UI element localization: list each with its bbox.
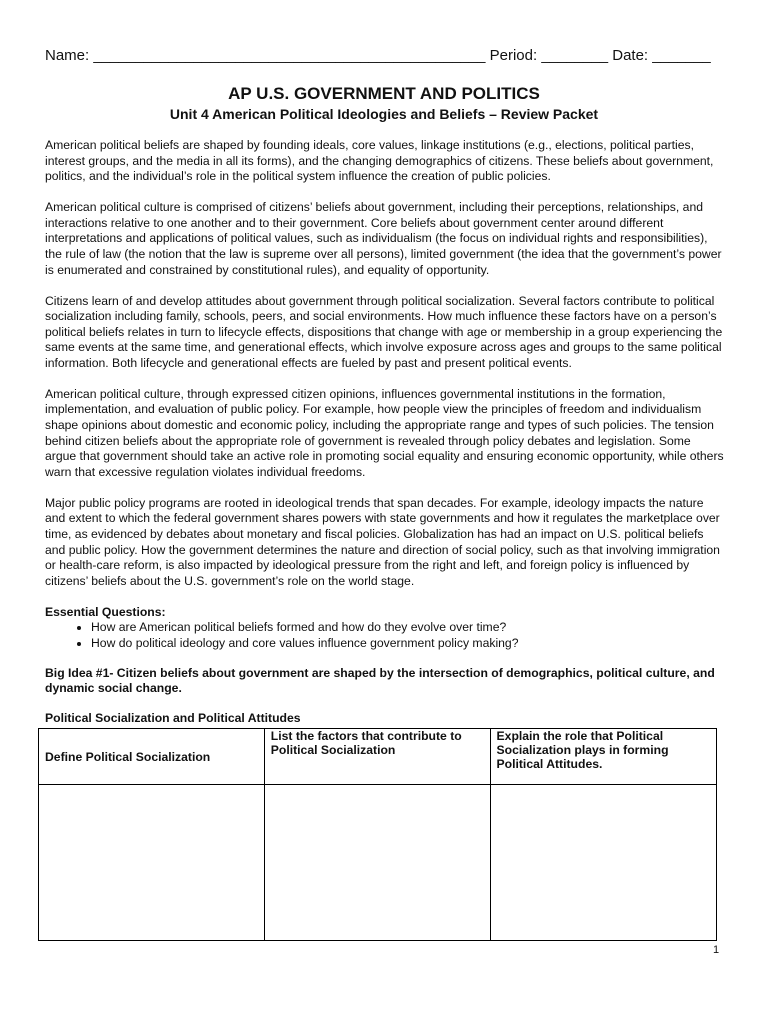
student-info-line — [45, 47, 725, 64]
name-blank[interactable]: _______________________________________________ — [93, 47, 486, 64]
paragraph: Citizens learn of and develop attitudes about government through political socialization. Several factors contribute to political socialization including family, schools, peers, and social environments. How much influence these factors have on a person’s political beliefs relates in turn to lifecycle effects, dispositions that change with age or membership in a group experiencing the same events at the same time, and generational effects, which involve exposure across ages and groups to the same political information. Both lifecycle and generational effects are fueled by past and present political events. — [45, 293, 723, 370]
paragraph: Major public policy programs are rooted in ideological trends that span decades. For example, ideology impacts the nature and extent to which the federal government shares powers with state governments and how it regulates the marketplace over time, as evidenced by debates about monetary and fiscal policies. Globalization has had an impact on U.S. political beliefs and public policy. How the government determines the nature and direction of social policy, such as that involving immigration or health-care reform, is also impacted by ideological pressure from the right and left, and foreign policy is influenced by citizens’ beliefs about the U.S. government’s role on the world stage. — [45, 495, 720, 588]
table-header-cell: Define Political Socialization — [39, 729, 265, 785]
date-blank[interactable]: _______ — [652, 47, 711, 64]
list-item: • How are American political beliefs formed and how do they evolve over time? — [91, 620, 725, 636]
answer-cell[interactable] — [264, 785, 490, 941]
period-label: Period: — [489, 47, 538, 64]
answer-cell[interactable] — [490, 785, 716, 941]
big-idea: Big Idea #1- Citizen beliefs about government are shaped by the intersection of demographics, political culture, and dynamic social change. — [45, 665, 715, 696]
table-row — [39, 785, 717, 941]
worksheet-table — [38, 728, 717, 941]
table-header-cell: List the factors that contribute to Political Socialization — [264, 729, 490, 785]
page-number: 1 — [713, 944, 720, 956]
document-body — [45, 138, 725, 726]
date-label: Date: — [612, 47, 649, 64]
paragraph: American political beliefs are shaped by founding ideals, core values, linkage institutions (e.g., elections, political parties, interest groups, and the media in all its forms), and the changing demographics of citizens. These beliefs about government, politics, and the individual’s role in the political system influence the creation of public policies. — [45, 138, 714, 184]
document-subtitle: Unit 4 American Political Ideologies and Beliefs – Review Packet — [169, 106, 599, 122]
essential-questions-list — [45, 620, 725, 651]
essential-questions-title: Essential Questions: — [45, 604, 166, 619]
table-header-row — [39, 729, 717, 785]
table-title: Political Socialization and Political Attitudes — [45, 710, 301, 725]
name-label: Name: — [45, 47, 90, 64]
list-item: • How do political ideology and core values influence government policy making? — [91, 636, 725, 652]
document-title: AP U.S. GOVERNMENT AND POLITICS — [228, 84, 540, 103]
paragraph: American political culture, through expressed citizen opinions, influences governmental institutions in the formation, implementation, and evaluation of public policy. For example, how people view the principles of freedom and individualism shape opinions about domestic and economic policy, including the appropriate range and types of such policies. The tension behind citizen beliefs about the appropriate role of government is revealed through policy debates and legislation. Some argue that government should take an active role in promoting social equality and ensuring economic opportunity, while others warn that excessive regulation violates individual freedoms. — [45, 386, 724, 479]
period-blank[interactable]: ________ — [541, 47, 609, 64]
paragraph: American political culture is comprised of citizens’ beliefs about government, including their perceptions, relationships, and interactions relative to one another and to their government. Core beliefs about government center around different interpretations and applications of political values, such as individualism (the focus on individual rights and responsibilities), the rule of law (the notion that the law is supreme over all persons), limited government (the idea that the government’s power is enumerated and constrained by constitutional rules), and equality of opportunity. — [45, 200, 722, 277]
answer-cell[interactable] — [39, 785, 265, 941]
table-header-cell: Explain the role that Political Socialization plays in forming Political Attitudes. — [490, 729, 716, 785]
